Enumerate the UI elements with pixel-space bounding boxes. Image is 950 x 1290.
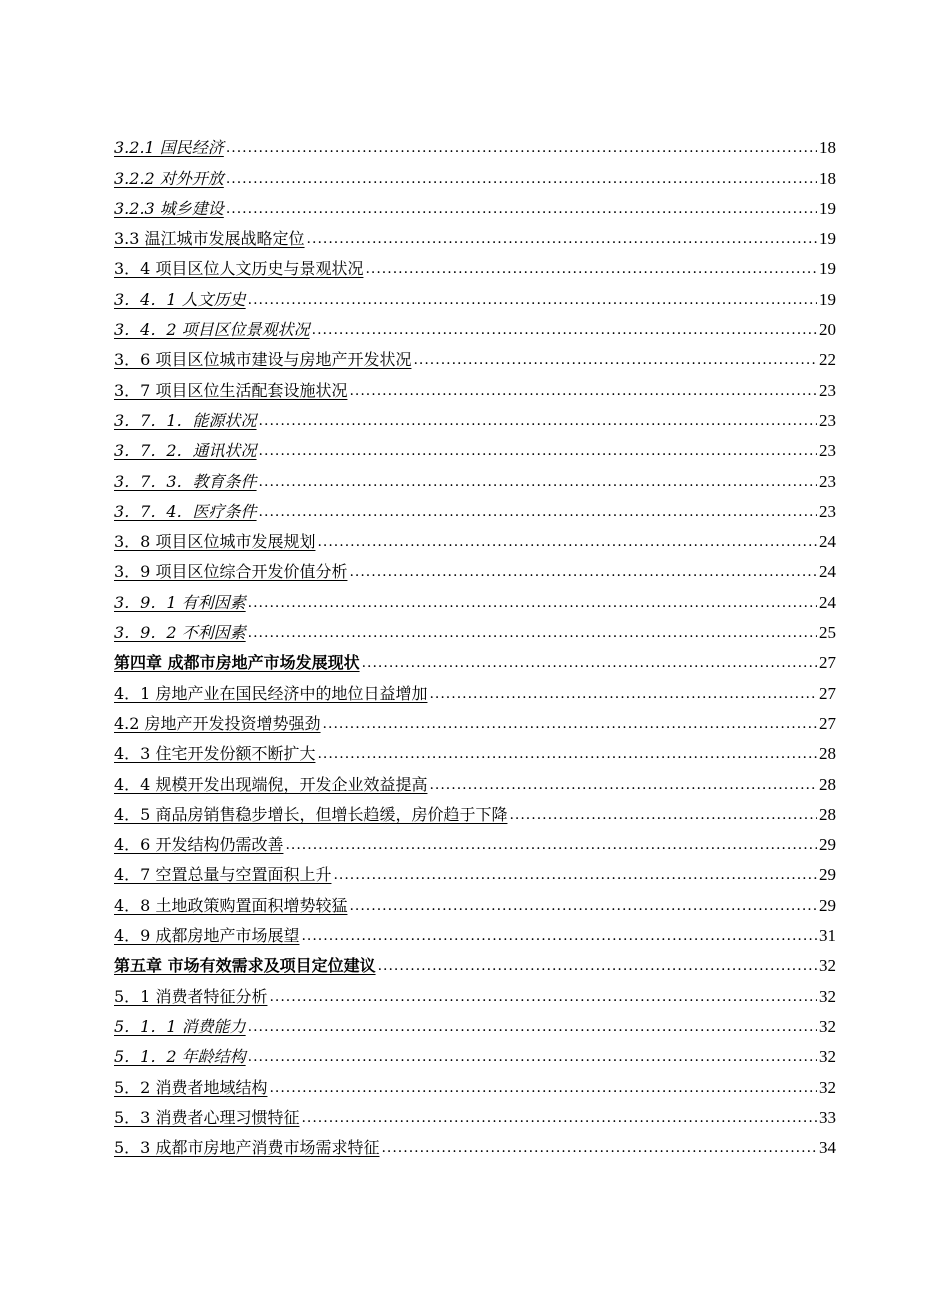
toc-dot-leader <box>365 259 817 279</box>
toc-entry-title-link[interactable]: 3．4．2 项目区位景观状况 <box>114 320 310 340</box>
toc-dot-leader <box>285 835 817 855</box>
toc-entry-title-link[interactable]: 4．9 成都房地产市场展望 <box>114 926 300 946</box>
toc-entry-title-link[interactable]: 3．8 项目区位城市发展规划 <box>114 532 316 552</box>
toc-page-number: 24 <box>819 532 836 552</box>
toc-dot-leader <box>333 865 817 885</box>
toc-dot-leader <box>259 441 817 461</box>
toc-entry[interactable] <box>114 734 836 764</box>
toc-page-number: 27 <box>819 653 836 673</box>
toc-entry-title-link[interactable]: 3．9 项目区位综合开发价值分析 <box>114 562 348 582</box>
toc-page-number: 34 <box>819 1138 836 1158</box>
toc-page-number: 18 <box>819 168 836 188</box>
toc-page-number: 18 <box>819 138 836 158</box>
toc-page-number: 32 <box>819 1047 836 1067</box>
toc-dot-leader <box>248 593 817 613</box>
toc-entry[interactable] <box>114 704 836 734</box>
toc-entry-title-link[interactable]: 5．3 成都市房地产消费市场需求特征 <box>114 1138 380 1158</box>
toc-entry-title-link[interactable]: 4．5 商品房销售稳步增长，但增长趋缓，房价趋于下降 <box>114 804 508 824</box>
toc-dot-leader <box>259 411 817 431</box>
toc-entry-title-link[interactable]: 5．1 消费者特征分析 <box>114 986 268 1006</box>
toc-page-number: 20 <box>819 320 836 340</box>
toc-page-number: 27 <box>819 683 836 703</box>
toc-dot-leader <box>226 169 817 189</box>
toc-entry-title-link[interactable]: 4．7 空置总量与空置面积上升 <box>114 865 332 885</box>
toc-entry[interactable] <box>114 522 836 552</box>
toc-entry[interactable] <box>114 431 836 461</box>
toc-entry[interactable] <box>114 1007 836 1037</box>
toc-dot-leader <box>259 472 817 492</box>
toc-entry[interactable] <box>114 552 836 582</box>
toc-page-number: 24 <box>819 592 836 612</box>
toc-entry[interactable] <box>114 855 836 885</box>
toc-page-number: 33 <box>819 1107 836 1127</box>
toc-entry-title-link[interactable]: 4．6 开发结构仍需改善 <box>114 835 284 855</box>
toc-entry-title-link[interactable]: 3．7．2．通讯状况 <box>114 441 257 461</box>
toc-page-number: 29 <box>819 865 836 885</box>
toc-dot-leader <box>317 744 817 764</box>
toc-page-number: 31 <box>819 926 836 946</box>
toc-dot-leader <box>301 1108 817 1128</box>
toc-entry-title-link[interactable]: 3．7 项目区位生活配套设施状况 <box>114 380 348 400</box>
toc-page-number: 27 <box>819 713 836 733</box>
toc-page-number: 23 <box>819 501 836 521</box>
toc-entry-title-link[interactable]: 5．3 消费者心理习惯特征 <box>114 1107 300 1127</box>
toc-entry[interactable] <box>114 340 836 370</box>
toc-entry-title-link[interactable]: 3.3 温江城市发展战略定位 <box>114 229 305 249</box>
toc-dot-leader <box>413 350 817 370</box>
toc-page-number: 32 <box>819 956 836 976</box>
toc-dot-leader <box>317 532 817 552</box>
toc-page-number: 28 <box>819 774 836 794</box>
toc-entry-title-link[interactable]: 3．9．1 有利因素 <box>114 592 246 612</box>
toc-entry-title-link[interactable]: 3．7．1．能源状况 <box>114 410 257 430</box>
toc-dot-leader <box>226 138 817 158</box>
toc-entry-title-link[interactable]: 3．9．2 不利因素 <box>114 623 246 643</box>
toc-entry-title-link[interactable]: 4．3 住宅开发份额不断扩大 <box>114 744 316 764</box>
toc-page-number: 32 <box>819 986 836 1006</box>
toc-dot-leader <box>259 502 817 522</box>
toc-dot-leader <box>349 381 817 401</box>
toc-entry[interactable] <box>114 1067 836 1097</box>
toc-page-number: 28 <box>819 804 836 824</box>
toc-entry[interactable] <box>114 249 836 279</box>
toc-dot-leader <box>509 805 817 825</box>
toc-entry-title-link[interactable]: 3.2.2 对外开放 <box>114 168 224 188</box>
toc-entry[interactable] <box>114 582 836 612</box>
toc-page-number: 25 <box>819 623 836 643</box>
toc-entry[interactable] <box>114 1037 836 1067</box>
toc-entry[interactable] <box>114 916 836 946</box>
toc-page-number: 23 <box>819 441 836 461</box>
toc-entry[interactable] <box>114 613 836 643</box>
toc-page-number: 19 <box>819 259 836 279</box>
toc-entry-title-link[interactable]: 3．6 项目区位城市建设与房地产开发状况 <box>114 350 412 370</box>
toc-entry[interactable] <box>114 764 836 794</box>
toc-entry[interactable] <box>114 946 836 976</box>
toc-entry-title-link[interactable]: 4．4 规模开发出现端倪，开发企业效益提高 <box>114 774 428 794</box>
toc-dot-leader <box>312 320 817 340</box>
toc-dot-leader <box>362 653 817 673</box>
toc-dot-leader <box>429 775 817 795</box>
toc-entry-title-link[interactable]: 3．4 项目区位人文历史与景观状况 <box>114 259 364 279</box>
toc-page-number: 19 <box>819 289 836 309</box>
table-of-contents <box>114 128 836 1158</box>
toc-dot-leader <box>248 290 817 310</box>
toc-dot-leader <box>248 623 817 643</box>
toc-entry[interactable] <box>114 158 836 188</box>
toc-dot-leader <box>301 926 817 946</box>
toc-dot-leader <box>429 684 817 704</box>
toc-dot-leader <box>226 199 817 219</box>
toc-entry[interactable] <box>114 492 836 522</box>
toc-entry[interactable] <box>114 461 836 491</box>
toc-entry[interactable] <box>114 401 836 431</box>
toc-entry-title-link[interactable]: 4.2 房地产开发投资增势强劲 <box>114 713 321 733</box>
toc-entry-title-link[interactable]: 3.2.3 城乡建设 <box>114 198 224 218</box>
toc-page-number: 23 <box>819 410 836 430</box>
toc-page-number: 19 <box>819 198 836 218</box>
toc-entry[interactable] <box>114 795 836 825</box>
toc-page-number: 24 <box>819 562 836 582</box>
toc-entry-title-link[interactable]: 3．7．4．医疗条件 <box>114 501 257 521</box>
toc-entry[interactable] <box>114 643 836 673</box>
toc-page-number: 23 <box>819 380 836 400</box>
toc-entry[interactable] <box>114 279 836 309</box>
toc-dot-leader <box>248 1047 817 1067</box>
toc-dot-leader <box>381 1138 817 1158</box>
toc-dot-leader <box>378 956 817 976</box>
toc-entry[interactable] <box>114 310 836 340</box>
toc-dot-leader <box>323 714 817 734</box>
toc-entry[interactable] <box>114 673 836 703</box>
toc-entry-title-link[interactable]: 第四章 成都市房地产市场发展现状 <box>114 653 360 673</box>
toc-entry[interactable] <box>114 976 836 1006</box>
toc-page-number: 28 <box>819 744 836 764</box>
toc-dot-leader <box>307 229 817 249</box>
toc-entry[interactable] <box>114 370 836 400</box>
toc-entry-title-link[interactable]: 3．7．3．教育条件 <box>114 471 257 491</box>
toc-dot-leader <box>269 1078 817 1098</box>
toc-entry-title-link[interactable]: 4．1 房地产业在国民经济中的地位日益增加 <box>114 683 428 703</box>
toc-page-number: 19 <box>819 229 836 249</box>
toc-entry-title-link[interactable]: 4．8 土地政策购置面积增势较猛 <box>114 895 348 915</box>
toc-page-number: 29 <box>819 895 836 915</box>
toc-entry[interactable] <box>114 1098 836 1128</box>
toc-entry-title-link[interactable]: 5．1．2 年龄结构 <box>114 1047 246 1067</box>
toc-dot-leader <box>248 1017 817 1037</box>
toc-page-number: 32 <box>819 1077 836 1097</box>
toc-entry[interactable] <box>114 219 836 249</box>
toc-entry-title-link[interactable]: 5．1．1 消费能力 <box>114 1016 246 1036</box>
toc-dot-leader <box>349 562 817 582</box>
toc-entry[interactable] <box>114 189 836 219</box>
toc-entry-title-link[interactable]: 3.2.1 国民经济 <box>114 138 224 158</box>
toc-entry-title-link[interactable]: 第五章 市场有效需求及项目定位建议 <box>114 956 376 976</box>
toc-entry[interactable] <box>114 128 836 158</box>
toc-page-number: 29 <box>819 835 836 855</box>
toc-entry[interactable] <box>114 1128 836 1158</box>
toc-page-number: 22 <box>819 350 836 370</box>
toc-dot-leader <box>269 987 817 1007</box>
toc-page-number: 23 <box>819 471 836 491</box>
toc-entry[interactable] <box>114 825 836 855</box>
toc-entry-title-link[interactable]: 3．4．1 人文历史 <box>114 289 246 309</box>
toc-entry[interactable] <box>114 885 836 915</box>
toc-entry-title-link[interactable]: 5．2 消费者地域结构 <box>114 1077 268 1097</box>
toc-dot-leader <box>349 896 817 916</box>
toc-page-number: 32 <box>819 1016 836 1036</box>
